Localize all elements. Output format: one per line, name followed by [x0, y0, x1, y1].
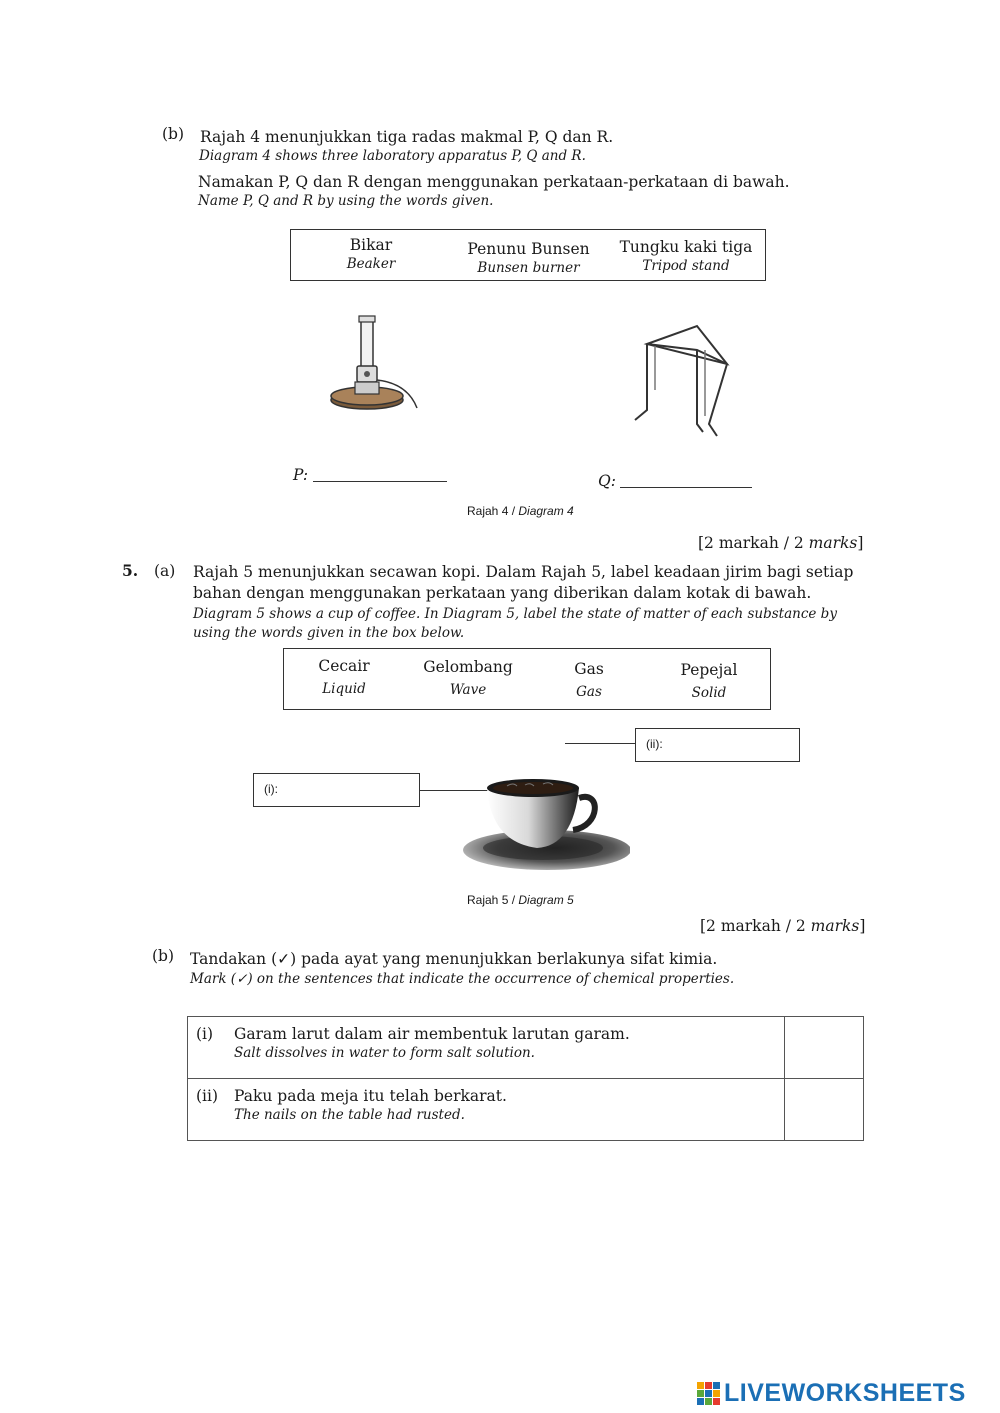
q5a-line2-en: using the words given in the box below.: [193, 625, 465, 641]
tick-box-ii[interactable]: [785, 1079, 864, 1141]
q4b-line1-en: Diagram 4 shows three laboratory apparatus P, Q and R.: [199, 148, 586, 164]
brand-name: LIVEWORKSHEETS: [724, 1379, 966, 1407]
word-gas: Gas Gas: [574, 660, 604, 700]
q5-number: 5.: [122, 561, 139, 580]
statement-ii: (ii) Paku pada meja itu telah berkarat. The nails on the table had rusted.: [188, 1079, 785, 1141]
word-tripod-stand: Tungku kaki tiga Tripod stand: [619, 238, 753, 274]
word-liquid: Cecair Liquid: [318, 657, 370, 697]
q5b-line1-en: Mark (✓) on the sentences that indicate the occurrence of chemical properties.: [190, 971, 735, 987]
word-beaker: Bikar Beaker: [346, 236, 396, 272]
leader-line-ii: [565, 743, 635, 744]
table-row: [188, 1017, 864, 1079]
answer-q-input[interactable]: [620, 470, 752, 488]
q4b-word-box: [290, 229, 766, 281]
q4b-number: (b): [162, 125, 185, 143]
label-p: P:: [293, 466, 309, 484]
diagram-5-caption: Rajah 5 / Diagram 5: [467, 893, 574, 907]
table-row: [188, 1079, 864, 1141]
bunsen-burner-illustration: [325, 312, 425, 422]
q5a-line2-ms: bahan dengan menggunakan perkataan yang diberikan dalam kotak di bawah.: [193, 584, 812, 602]
q5a-marks: [2 markah / 2 marks]: [700, 917, 866, 935]
logo-grid-icon: [697, 1382, 720, 1405]
word-solid: Pepejal Solid: [680, 661, 738, 701]
tripod-stand-illustration: [625, 320, 735, 445]
label-box-i[interactable]: (i):: [253, 773, 420, 807]
q5b-statement-table: [187, 1016, 864, 1141]
q5a-part: (a): [154, 562, 176, 580]
label-q: Q:: [598, 472, 616, 490]
q5b-line1-ms: Tandakan (✓) pada ayat yang menunjukkan berlakunya sifat kimia.: [190, 950, 718, 968]
liveworksheets-logo: [697, 1379, 966, 1408]
label-box-ii[interactable]: (ii):: [635, 728, 800, 762]
q5a-line1-en: Diagram 5 shows a cup of coffee. In Diagram 5, label the state of matter of each substance by: [193, 606, 837, 622]
q5b-part: (b): [152, 947, 175, 965]
statement-i: (i) Garam larut dalam air membentuk larutan garam. Salt dissolves in water to form salt solution.: [188, 1017, 785, 1079]
q4b-marks: [2 markah / 2 marks]: [698, 534, 864, 552]
q5a-line1-ms: Rajah 5 menunjukkan secawan kopi. Dalam Rajah 5, label keadaan jirim bagi setiap: [193, 563, 854, 581]
answer-p-input[interactable]: [313, 464, 447, 482]
q5a-word-box: [283, 648, 771, 710]
diagram-4-caption: Rajah 4 / Diagram 4: [467, 504, 574, 518]
q4b-line2-ms: Namakan P, Q dan R dengan menggunakan perkataan-perkataan di bawah.: [198, 173, 790, 191]
q4b-line1-ms: Rajah 4 menunjukkan tiga radas makmal P, Q dan R.: [200, 128, 614, 146]
tick-box-i[interactable]: [785, 1017, 864, 1079]
q4b-line2-en: Name P, Q and R by using the words given.: [198, 193, 494, 209]
word-wave: Gelombang Wave: [423, 658, 513, 698]
coffee-cup-illustration: [455, 770, 630, 875]
word-bunsen-burner: Penunu Bunsen Bunsen burner: [467, 240, 590, 276]
